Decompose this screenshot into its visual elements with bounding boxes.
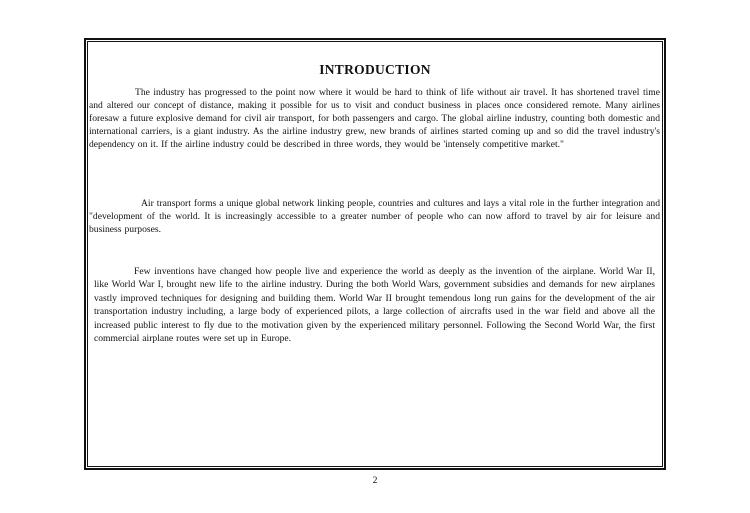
paragraph-air-transport-network: Air transport forms a unique global network linking people, countries and cultures and lays a vital role in the further integration and "development of the world. It is increasingly accessible to a greater number of people who can now afford to travel by air for leisure and business purposes. xyxy=(89,198,660,236)
paragraph-industry-progress: The industry has progressed to the point now where it would be hard to think of life without air travel. It has shortened travel time and altered our concept of distance, making it possible for us to visit and conduct business in places once considered remote. Many airlines foresaw a future explosive demand for civil air transport, for both passengers and cargo. The global airline industry, counting both domestic and international carriers, is a giant industry. As the airline industry grew, new brands of airlines started coming up and so did the travel industry's dependency on it. If the airline industry could be described in three words, they would be 'intensely competitive market." xyxy=(89,87,660,151)
page-title: INTRODUCTION xyxy=(319,62,431,77)
paragraph-airplane-history: Few inventions have changed how people live and experience the world as deeply as the invention of the airplane. World War II, like World War I, brought new life to the airline industry. During the both World Wars, government subsidies and demands for new airplanes vastly improved techniques for designing and building them. World War II brought temendous long run gains for the development of the air transportation industry including, a large body of experienced pilots, a large collection of aircrafts used in the war field and above all the increased public interest to fly due to the motivation given by the experienced military personnel. Following the Second World War, the first commercial airplane routes were set up in Europe. xyxy=(94,266,655,345)
page-number: 2 xyxy=(372,475,378,486)
